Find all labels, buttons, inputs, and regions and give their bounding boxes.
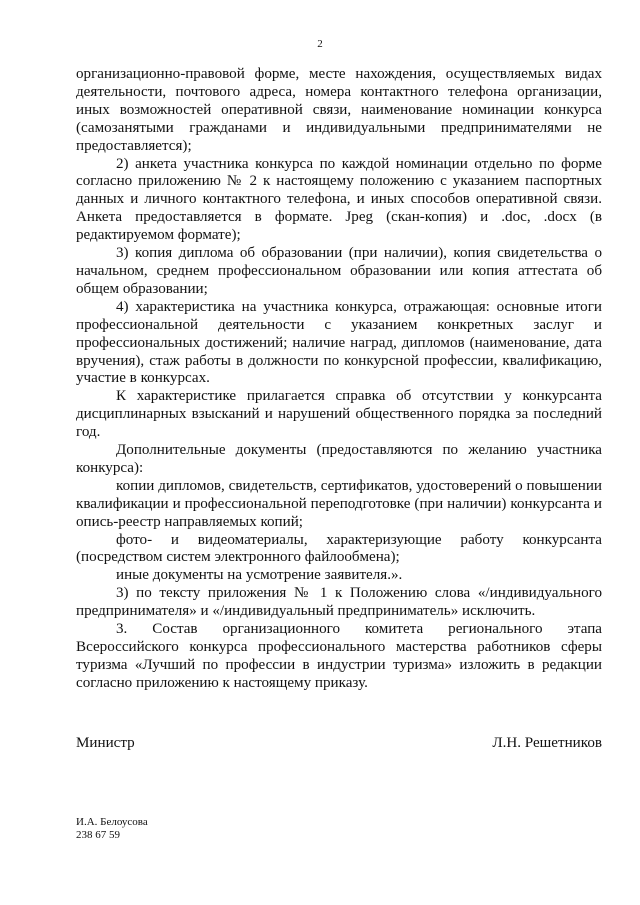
paragraph-amendment: 3) по тексту приложения № 1 к Положению слова «/индивидуального предпринимателя» и «/индивидуальный предприниматель» исключить. bbox=[76, 585, 602, 620]
executor-phone: 238 67 59 bbox=[76, 829, 120, 841]
signature-block bbox=[76, 734, 602, 752]
paragraph-item-3: 3) копия диплома об образовании (при наличии), копия свидетельства о начальном, среднем профессиональном образовании или копия аттестата об общем образовании; bbox=[76, 245, 602, 297]
paragraph-photo-video: фото- и видеоматериалы, характеризующие работу конкурсанта (посредством систем электронного файлообмена); bbox=[76, 531, 602, 566]
paragraph-additional-docs: Дополнительные документы (предоставляются по желанию участника конкурса): bbox=[76, 442, 602, 476]
executor-name: И.А. Белоусова bbox=[76, 816, 148, 828]
signatory-name: Л.Н. Решетников bbox=[492, 735, 602, 751]
signatory-position: Министр bbox=[76, 735, 135, 751]
paragraph-item-4: 4) характеристика на участника конкурса, отражающая: основные итоги профессиональной деятельности с указанием конкретных заслуг и профессиональных достижений; наличие наград, дипломов (наименование, дата вручения), стаж работы в должности по конкурсной профессии, квалификацию, участие в конкурсах. bbox=[76, 298, 602, 387]
page-number: 2 bbox=[317, 38, 323, 50]
paragraph-reference-note: К характеристике прилагается справка об отсутствии у конкурсанта дисциплинарных взысканий и нарушений общественного порядка за последний год. bbox=[76, 388, 602, 441]
paragraph-other-docs: иные документы на усмотрение заявителя.». bbox=[116, 567, 403, 584]
document-body bbox=[76, 66, 602, 693]
executor-block bbox=[76, 816, 148, 842]
paragraph-continuation: организационно-правовой форме, месте нахождения, осуществляемых видах деятельности, почтового адреса, номера контактного телефона организации, иных возможностей оперативной связи, наименование номинации конкурса (самозанятыми гражданами и индивидуальными предпринимателями не предоставляется); bbox=[76, 66, 602, 154]
paragraph-item-2: 2) анкета участника конкурса по каждой номинации отдельно по форме согласно приложению № 2 к настоящему положению с указанием паспортных данных и личного контактного телефона, и иных способов оперативной связи. Анкета предоставляется в формате. Jpeg (скан-копия) и .doc, .docx (в редактируемом формате); bbox=[76, 155, 602, 244]
paragraph-diploma-copies: копии дипломов, свидетельств, сертификатов, удостоверений о повышении квалификации и профессиональной переподготовке (при наличии) конкурсанта и опись-реестр направляемых копий; bbox=[76, 477, 602, 530]
paragraph-committee: 3. Состав организационного комитета регионального этапа Всероссийского конкурса профессионального мастерства работников сферы туризма «Лучший по профессии в индустрии туризма» изложить в редакции согласно приложению к настоящему приказу. bbox=[76, 621, 602, 691]
